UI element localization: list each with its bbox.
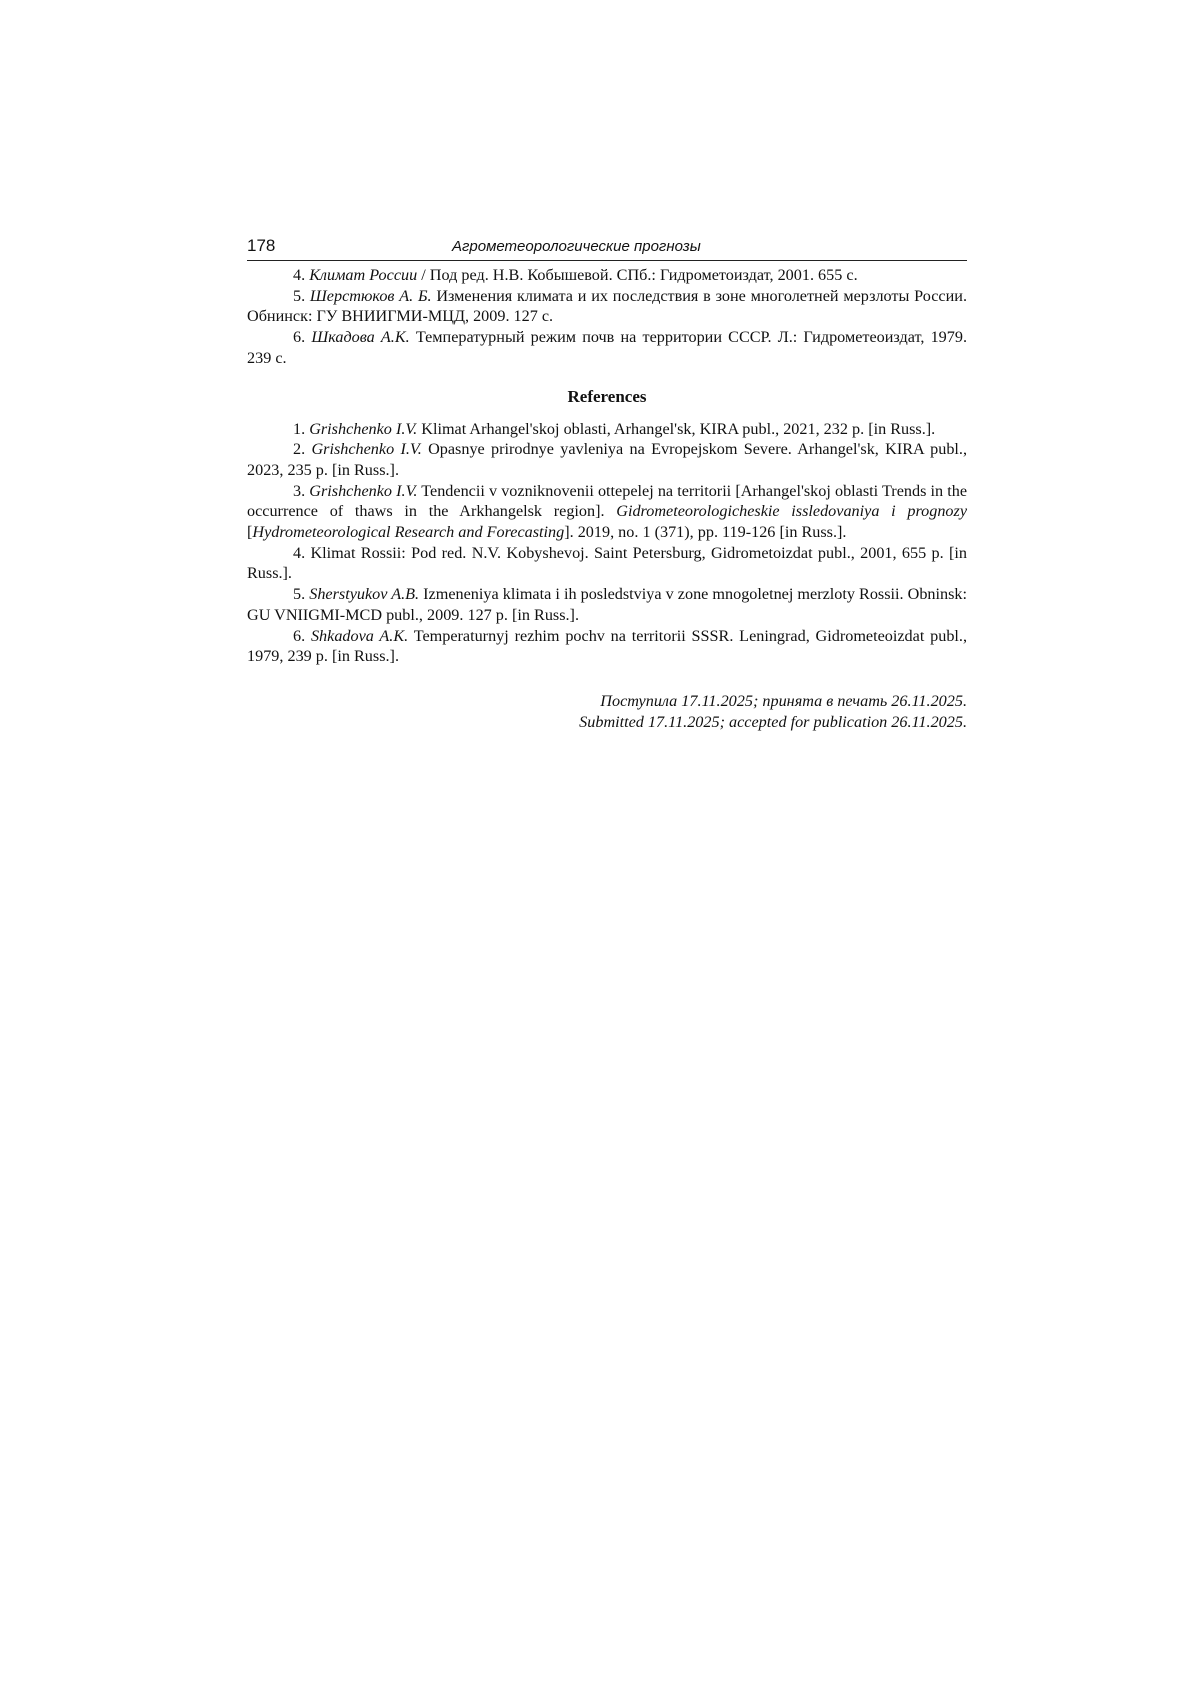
ref-author: Sherstyukov A.B. xyxy=(309,585,420,604)
ref-number: 5. xyxy=(293,286,306,305)
ref-author: Шерстюков А. Б. xyxy=(309,286,432,305)
ref-number: 4. xyxy=(293,543,306,562)
english-reference-list xyxy=(247,419,967,667)
russian-reference-item xyxy=(247,286,967,327)
ref-text: Tendencii v vozniknovenii ottepelej na territorii [Arhangel'skoj oblasti Trends in the occurrence of thaws in the Arkhangelsk region]. xyxy=(247,481,968,521)
page-header xyxy=(247,236,967,261)
ref-number: 2. xyxy=(293,440,306,459)
ref-text: Izmeneniya klimata i ih posledstviya v zone mnogoletnej merzloty Rossii. Obninsk: GU VNIIGMI-MCD publ., 2009. 127 p. [in Russ.]. xyxy=(247,585,968,624)
russian-reference-item xyxy=(247,327,967,368)
ref-number: 4. xyxy=(293,266,306,284)
english-reference-item xyxy=(247,584,967,625)
received-date-ru: Поступила 17.11.2025; принята в печать 26.11.2025. xyxy=(600,691,967,710)
running-title: Агрометеорологические прогнозы xyxy=(452,238,701,255)
page-number: 178 xyxy=(247,236,276,255)
english-reference-item xyxy=(247,439,967,480)
ref-text: Изменения климата и их последствия в зоне многолетней мерзлоты России. Обнинск: ГУ ВНИИГМИ-МЦД, 2009. 127 с. xyxy=(247,286,967,326)
ref-text: Klimat Rossii: Pod red. N.V. Kobyshevoj. Saint Petersburg, Gidrometoizdat publ., 2001, 655 p. [in Russ.]. xyxy=(247,543,967,583)
english-reference-item xyxy=(247,543,967,584)
ref-author: Климат России xyxy=(309,266,418,284)
ref-text: / Под ред. Н.В. Кобышевой. СПб.: Гидрометоиздат, 2001. 655 с. xyxy=(417,266,858,284)
ref-number: 6. xyxy=(293,626,306,645)
ref-author: Grishchenko I.V. xyxy=(309,481,418,500)
page-content xyxy=(247,236,967,732)
ref-number: 1. xyxy=(293,419,306,438)
ref-author: Grishchenko I.V. xyxy=(309,419,418,438)
ref-author: Grishchenko I.V. xyxy=(311,440,422,459)
russian-reference-item xyxy=(247,265,967,286)
ref-author: Шкадова А.К. xyxy=(311,328,410,347)
received-date-en: Submitted 17.11.2025; accepted for publication 26.11.2025. xyxy=(579,712,967,731)
ref-number: 5. xyxy=(293,585,306,604)
ref-journal-translation: Hydrometeorological Research and Forecasting xyxy=(252,523,565,542)
english-reference-item xyxy=(247,481,967,543)
russian-reference-list xyxy=(247,265,967,369)
ref-text: Температурный режим почв на территории СССР. Л.: Гидрометеоиздат, 1979. 239 с. xyxy=(247,328,967,367)
ref-text: Temperaturnyj rezhim pochv na territorii SSSR. Leningrad, Gidrometeoizdat publ., 1979, 239 p. [in Russ.]. xyxy=(247,626,968,666)
references-heading: References xyxy=(567,386,647,406)
ref-text: Klimat Arhangel'skoj oblasti, Arhangel'sk, KIRA publ., 2021, 232 p. [in Russ.]. xyxy=(417,419,936,438)
english-reference-item xyxy=(247,626,967,667)
ref-number: 6. xyxy=(293,328,306,347)
ref-author: Shkadova A.K. xyxy=(310,626,409,645)
ref-journal: Gidrometeorologicheskie issledovaniya i prognozy xyxy=(616,502,967,521)
ref-journal-bracket: [ xyxy=(247,523,253,542)
ref-text: Opasnye prirodnye yavleniya na Evropejskom Severe. Arhangel'sk, KIRA publ., 2023, 235 p. [in Russ.]. xyxy=(247,440,967,479)
english-reference-item xyxy=(247,419,967,440)
submission-dates xyxy=(247,691,967,732)
ref-number: 3. xyxy=(293,481,306,500)
ref-tail: ]. 2019, no. 1 (371), pp. 119-126 [in Russ.]. xyxy=(564,523,847,542)
